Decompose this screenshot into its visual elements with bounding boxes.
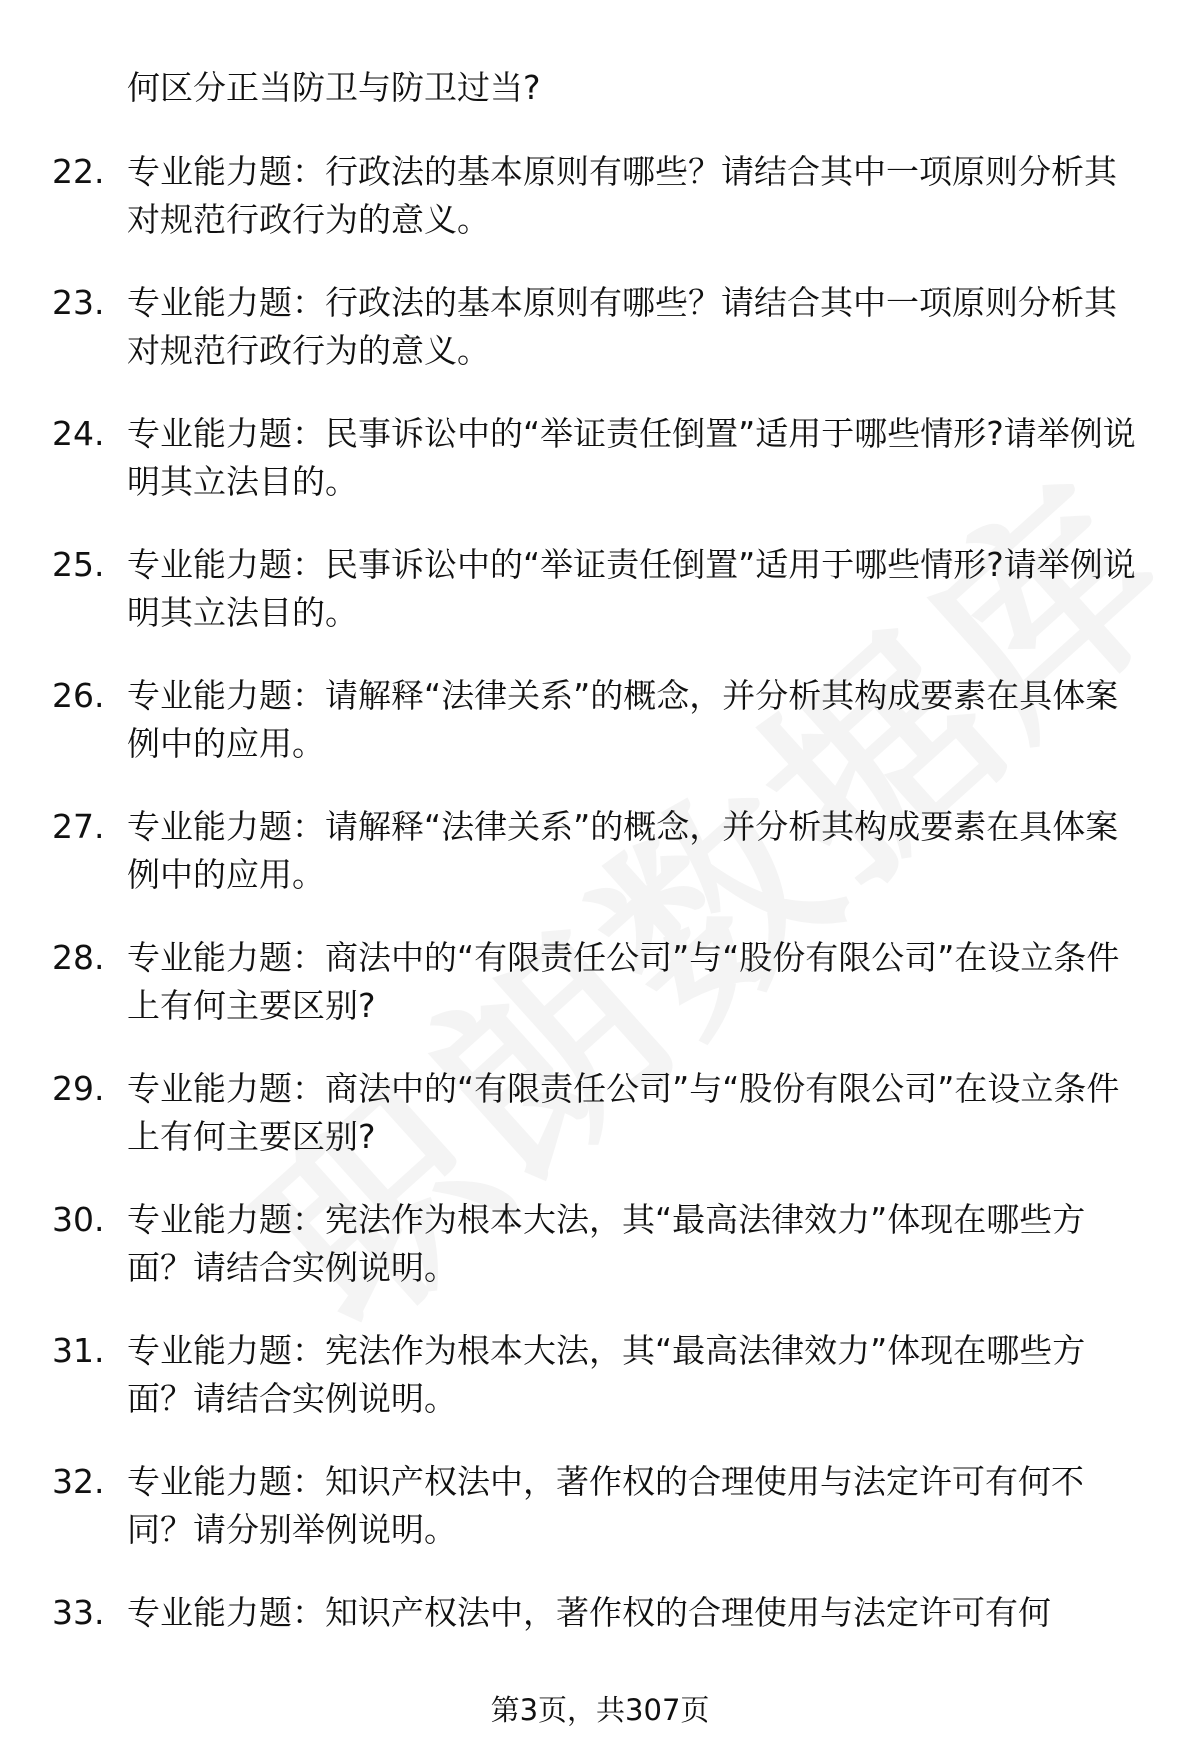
question-number: 25. <box>52 545 105 584</box>
question-text: 专业能力题：行政法的基本原则有哪些？请结合其中一项原则分析其对规范行政行为的意义。 <box>127 283 1117 370</box>
page-footer: 第3页，共307页 <box>490 1693 710 1727</box>
question-text: 专业能力题：请解释“法律关系”的概念，并分析其构成要素在具体案例中的应用。 <box>127 807 1119 894</box>
question-number: 32. <box>52 1462 105 1501</box>
question-text: 专业能力题：知识产权法中，著作权的合理使用与法定许可有何 <box>127 1593 1051 1632</box>
question-item <box>0 148 1200 279</box>
question-number: 23. <box>52 283 105 322</box>
question-number: 33. <box>52 1593 105 1632</box>
question-item <box>0 672 1200 803</box>
question-text: 专业能力题：商法中的“有限责任公司”与“股份有限公司”在设立条件上有何主要区别? <box>127 938 1120 1025</box>
question-item <box>0 1196 1200 1327</box>
question-text: 专业能力题：民事诉讼中的“举证责任倒置”适用于哪些情形?请举例说明其立法目的。 <box>127 414 1136 501</box>
question-item <box>0 1327 1200 1458</box>
question-text: 专业能力题：宪法作为根本大法，其“最高法律效力”体现在哪些方面？请结合实例说明。 <box>127 1200 1086 1287</box>
question-item <box>0 803 1200 934</box>
question-text: 专业能力题：请解释“法律关系”的概念，并分析其构成要素在具体案例中的应用。 <box>127 676 1119 763</box>
question-number: 28. <box>52 938 105 977</box>
question-number: 31. <box>52 1331 105 1370</box>
question-continuation: 何区分正当防卫与防卫过当? <box>127 68 541 107</box>
question-number: 24. <box>52 414 105 453</box>
question-text: 专业能力题：商法中的“有限责任公司”与“股份有限公司”在设立条件上有何主要区别? <box>127 1069 1120 1156</box>
question-item <box>0 541 1200 672</box>
question-list <box>0 148 1200 1720</box>
question-number: 26. <box>52 676 105 715</box>
question-number: 29. <box>52 1069 105 1108</box>
question-item <box>0 1065 1200 1196</box>
question-text: 专业能力题：宪法作为根本大法，其“最高法律效力”体现在哪些方面？请结合实例说明。 <box>127 1331 1086 1418</box>
question-text: 专业能力题：知识产权法中，著作权的合理使用与法定许可有何不同？请分别举例说明。 <box>127 1462 1084 1549</box>
question-item <box>0 279 1200 410</box>
question-number: 22. <box>52 152 105 191</box>
question-text: 专业能力题：民事诉讼中的“举证责任倒置”适用于哪些情形?请举例说明其立法目的。 <box>127 545 1136 632</box>
question-item <box>0 934 1200 1065</box>
question-number: 30. <box>52 1200 105 1239</box>
question-item <box>0 1458 1200 1589</box>
question-item <box>0 410 1200 541</box>
question-number: 27. <box>52 807 105 846</box>
question-text: 专业能力题：行政法的基本原则有哪些？请结合其中一项原则分析其对规范行政行为的意义。 <box>127 152 1117 239</box>
